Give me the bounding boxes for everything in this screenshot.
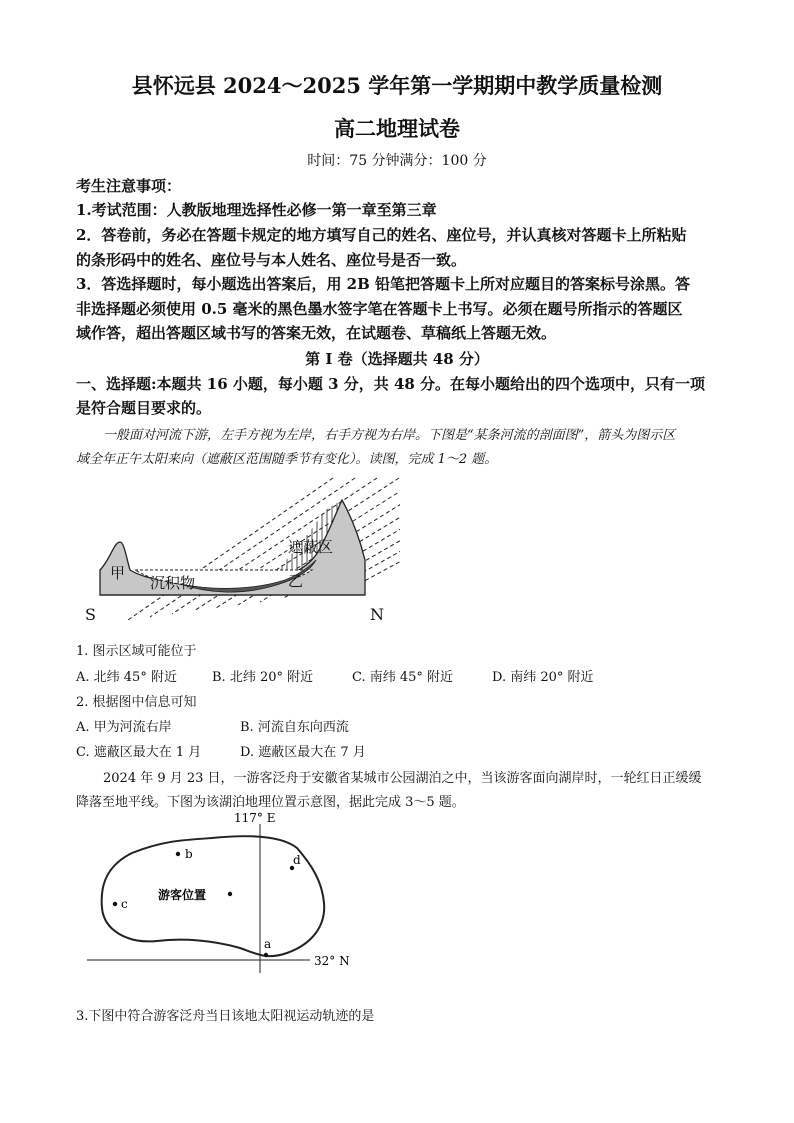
- latitude-label: 32° N: [314, 954, 350, 968]
- q1-option-c[interactable]: C. 南纬 45° 附近: [352, 670, 454, 685]
- lake-location-map: [82, 808, 372, 973]
- notice-line-2a: 2．答卷前，务必在答题卡规定的地方填写自己的姓名、座位号，并认真核对答题卡上所粘贴: [76, 226, 687, 244]
- point-b-label: b: [185, 847, 193, 861]
- point-c-label: c: [121, 897, 128, 911]
- section-intro-b: 是符合题目要求的。: [76, 399, 212, 417]
- point-b-dot: [176, 852, 180, 856]
- point-c-dot: [113, 902, 117, 906]
- passage1-line-1: 一般面对河流下游，左手方视为左岸，右手方视为右岸。下图是“某条河流的剖面图”，箭头为图示区: [103, 428, 676, 443]
- label-jia: 甲: [110, 564, 126, 582]
- passage1-line-2: 域全年正午太阳来向（遮蔽区范围随季节有变化）。读图，完成 1～2 题。: [76, 452, 498, 467]
- point-a-label: a: [264, 937, 272, 951]
- q2-option-d[interactable]: D. 遮蔽区最大在 7 月: [240, 745, 366, 760]
- lake-outline: [102, 836, 325, 956]
- notice-line-3c: 域作答，超出答题区域书写的答案无效，在试题卷、草稿纸上答题无效。: [76, 324, 557, 342]
- notice-line-1: 1.考试范围：人教版地理选择性必修一第一章至第三章: [76, 201, 437, 219]
- tourist-label: 游客位置: [158, 888, 207, 902]
- label-s: S: [85, 605, 96, 624]
- exam-time-info: 时间：75 分钟满分：100 分: [307, 153, 487, 169]
- river-profile-figure: [80, 470, 400, 630]
- exam-title: 县怀远县 2024～2025 学年第一学期期中教学质量检测: [131, 73, 663, 98]
- label-yi: 乙: [288, 572, 304, 590]
- label-sediment: 沉积物: [150, 574, 196, 592]
- point-d-label: d: [293, 853, 301, 867]
- notice-heading: 考生注意事项：: [76, 177, 182, 195]
- q1-option-d[interactable]: D. 南纬 20° 附近: [492, 670, 594, 685]
- section-intro-a: 一、选择题:本题共 16 小题，每小题 3 分，共 48 分。在每小题给出的四个选项中，只有一项: [76, 375, 706, 393]
- notice-line-3a: 3．答选择题时，每小题选出答案后，用 2B 铅笔把答题卡上所对应题目的答案标号涂黑。答: [76, 275, 691, 293]
- q2-option-c[interactable]: C. 遮蔽区最大在 1 月: [76, 745, 202, 760]
- q1-option-a[interactable]: A. 北纬 45° 附近: [76, 670, 177, 685]
- notice-line-2b: 的条形码中的姓名、座位号与本人姓名、座位号是否一致。: [76, 251, 467, 269]
- passage2-line-2: 降落至地平线。下图为该湖泊地理位置示意图，据此完成 3～5 题。: [76, 795, 465, 810]
- q1-stem: 1. 图示区域可能位于: [76, 644, 197, 659]
- exam-subtitle: 高二地理试卷: [334, 116, 460, 141]
- notice-line-3b: 非选择题必须使用 0.5 毫米的黑色墨水签字笔在答题卡上书写。必须在题号所指示的答题区: [76, 300, 683, 318]
- q2-option-a[interactable]: A. 甲为河流右岸: [76, 720, 172, 735]
- q2-option-b[interactable]: B. 河流自东向西流: [240, 720, 349, 735]
- q2-stem: 2. 根据图中信息可知: [76, 695, 197, 710]
- q1-option-b[interactable]: B. 北纬 20° 附近: [212, 670, 314, 685]
- q3-stem: 3.下图中符合游客泛舟当日该地太阳视运动轨迹的是: [76, 1009, 375, 1024]
- label-shade: 遮蔽区: [288, 538, 334, 556]
- tourist-dot: [228, 892, 232, 896]
- point-a-dot: [264, 953, 268, 957]
- passage2-line-1: 2024 年 9 月 23 日，一游客泛舟于安徽省某城市公园湖泊之中，当该游客面向湖岸时，一轮红日正缓缓: [103, 771, 702, 786]
- label-n: N: [370, 605, 384, 624]
- longitude-label: 117° E: [234, 811, 276, 825]
- section-title: 第 I 卷（选择题共 48 分）: [305, 350, 489, 368]
